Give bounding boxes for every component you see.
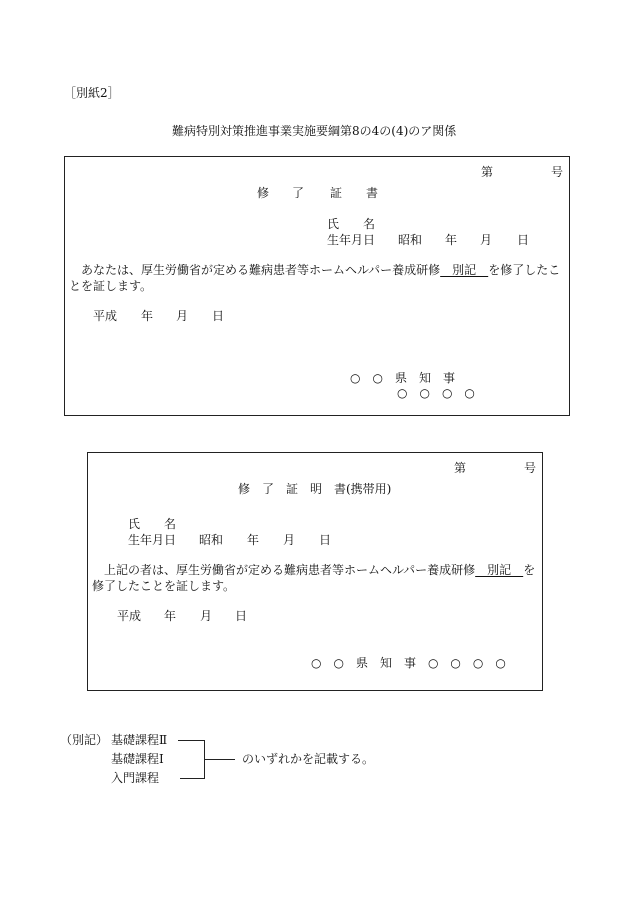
body-text: 上記の者は、厚生労働省が定める難病患者等ホームヘルパー養成研修: [104, 563, 476, 577]
portable-certificate-body: [104, 563, 535, 577]
note-item: 基礎課程Ⅱ: [111, 733, 168, 747]
bracket-line: [205, 759, 235, 760]
body-text: あなたは、厚生労働省が定める難病患者等ホームヘルパー養成研修: [81, 263, 441, 277]
bracket-line: [180, 778, 204, 779]
day-label: 日: [517, 233, 530, 247]
note-label: （別記）: [60, 733, 109, 747]
body-text: を: [523, 563, 536, 577]
bracket-line: [178, 740, 204, 741]
note-item: 基礎課程Ⅰ: [111, 752, 164, 766]
certificate-number-prefix: 第: [481, 165, 494, 179]
course-blank: 別記: [475, 563, 524, 577]
title-char: 了: [292, 186, 305, 200]
portable-issue-year-label: 年: [164, 609, 177, 623]
portable-day-label: 日: [319, 533, 332, 547]
certificate-body: [81, 263, 560, 277]
era-showa: 昭和: [398, 233, 423, 247]
month-label: 月: [480, 233, 493, 247]
portable-era-showa: 昭和: [199, 533, 224, 547]
body-text: を修了したこ: [488, 263, 561, 277]
title-char: 書: [366, 186, 379, 200]
note-item: 入門課程: [111, 771, 160, 785]
year-label: 年: [445, 233, 458, 247]
portable-issuer: ○ ○ 県 知 事 ○ ○ ○ ○: [311, 656, 506, 670]
portable-name-label: 氏 名: [128, 517, 177, 531]
issuer-name: ○ ○ ○ ○: [397, 386, 475, 400]
portable-issue-date-era: 平成: [117, 609, 142, 623]
portable-number-prefix: 第: [454, 461, 467, 475]
certificate-body-line2: とを証します。: [69, 279, 153, 293]
portable-certificate-title: 修 了 証 明 書(携帯用): [238, 482, 392, 496]
title-char: 証: [330, 186, 343, 200]
issue-day-label: 日: [212, 309, 225, 323]
title-char: 修: [257, 186, 270, 200]
appendix-label: ［別紙2］: [64, 86, 120, 100]
course-blank: 別記: [440, 263, 489, 277]
issue-date-era: 平成: [93, 309, 118, 323]
portable-number-suffix: 号: [524, 461, 537, 475]
name-label: 氏 名: [327, 217, 376, 231]
portable-issue-day-label: 日: [235, 609, 248, 623]
issue-month-label: 月: [176, 309, 189, 323]
birth-date-label: 生年月日: [327, 233, 376, 247]
issue-year-label: 年: [141, 309, 154, 323]
portable-birth-date-label: 生年月日: [128, 533, 177, 547]
certificate-number-suffix: 号: [551, 165, 564, 179]
issuer-title: ○ ○ 県 知 事: [350, 371, 455, 385]
portable-month-label: 月: [283, 533, 296, 547]
page-title: 難病特別対策推進事業実施要綱第8の4の(4)のア関係: [172, 124, 457, 138]
portable-certificate-body-line2: 修了したことを証します。: [92, 579, 236, 593]
note-suffix: のいずれかを記載する。: [242, 752, 375, 766]
portable-issue-month-label: 月: [200, 609, 213, 623]
portable-year-label: 年: [247, 533, 260, 547]
